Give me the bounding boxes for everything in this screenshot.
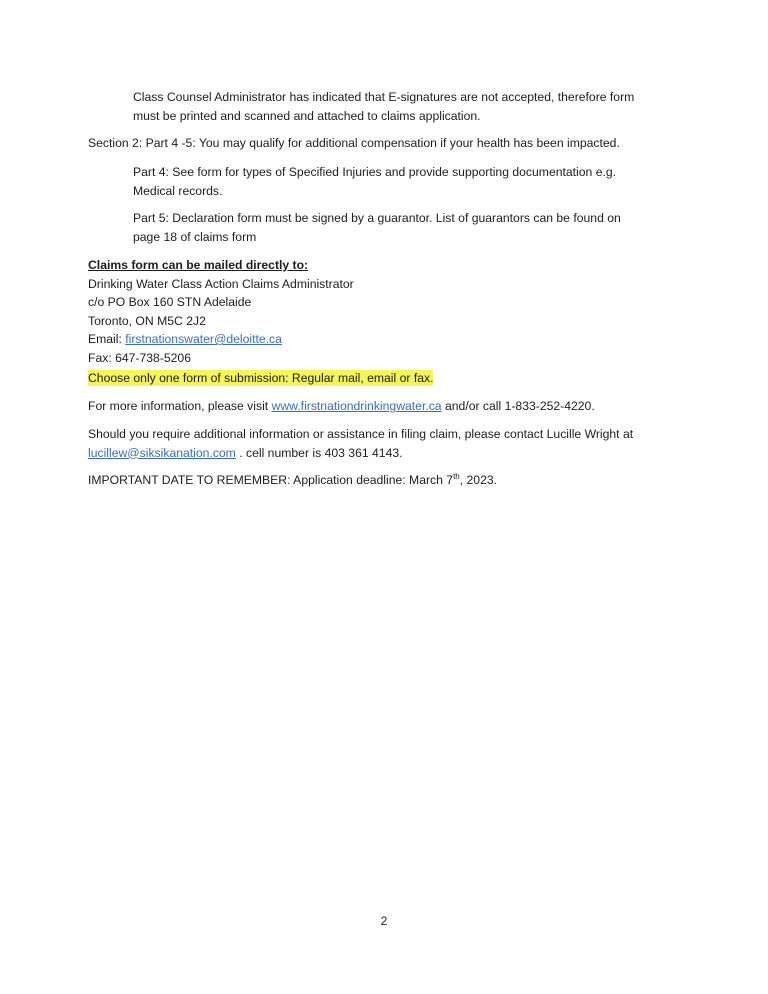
section-2-text: Section 2: Part 4 -5: You may qualify for additional compensation if your health has been impacted. [88, 136, 620, 150]
part-4-line1: Part 4: See form for types of Specified Injuries and provide supporting documentation e.g. [133, 165, 617, 179]
esignature-note-line2: must be printed and scanned and attached to claims application. [133, 108, 481, 123]
mailing-fax: Fax: 647-738-5206 [88, 350, 191, 365]
more-info-prefix: For more information, please visit [88, 399, 272, 413]
mailing-email-row [88, 330, 688, 349]
email-label: Email: [88, 332, 126, 346]
submission-highlight: Choose only one form of submission: Regular mail, email or fax. [88, 371, 434, 385]
contact-email-link[interactable]: lucillew@siksikanation.com [88, 445, 236, 460]
esignature-note [133, 88, 678, 125]
mailing-line2: c/o PO Box 160 STN Adelaide [88, 295, 252, 309]
contact-suffix: . cell number is 403 361 4143. [235, 445, 403, 460]
part-4-note [133, 163, 678, 200]
important-date [88, 471, 688, 490]
important-date-year: , 2023. [459, 473, 498, 487]
part-4-line2: Medical records. [133, 183, 223, 198]
section-2-summary [88, 134, 688, 153]
mailing-line1: Drinking Water Class Action Claims Administrator [88, 276, 354, 291]
part-5-line1: Part 5: Declaration form must be signed by a guarantor. List of guarantors can be found on [133, 211, 621, 225]
contact-line1: Should you require additional information or assistance in filing claim, please contact Lucille Wright at [88, 427, 634, 441]
contact-info [88, 425, 688, 462]
part-5-line2: page 18 of claims form [133, 229, 257, 244]
date-ordinal: th [453, 471, 460, 481]
submission-note [88, 369, 688, 388]
more-info [88, 397, 688, 416]
more-info-suffix: and/or call 1-833-252-4220. [441, 399, 595, 413]
deloitte-email-link[interactable]: firstnationswater@deloitte.ca [125, 332, 282, 346]
mailing-address [88, 256, 688, 367]
part-5-note [133, 209, 678, 246]
mailing-line3: Toronto, ON M5C 2J2 [88, 313, 206, 328]
mailing-heading: Claims form can be mailed directly to: [88, 258, 309, 272]
website-link[interactable]: www.firstnationdrinkingwater.ca [271, 399, 442, 413]
important-date-label: IMPORTANT DATE TO REMEMBER: Application deadline: March 7 [88, 473, 454, 487]
page-number: 2 [380, 914, 388, 928]
esignature-note-line1: Class Counsel Administrator has indicated that E-signatures are not accepted, therefore form [133, 90, 635, 104]
